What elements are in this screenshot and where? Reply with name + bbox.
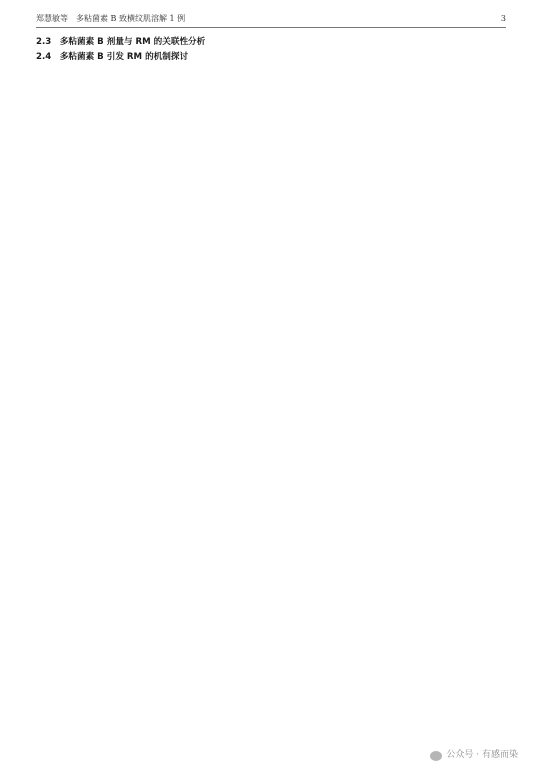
watermark-text: 公众号 · 有感而染	[446, 750, 518, 760]
watermark	[430, 749, 518, 762]
running-header-title: 郑慧敏等 多粘菌素 B 致横纹肌溶解 1 例	[36, 14, 186, 23]
running-header	[36, 12, 506, 28]
section-heading-2-3: 2.3 多粘菌素 B 剂量与 RM 的关联性分析	[36, 37, 206, 47]
section-heading-2-4: 2.4 多粘菌素 B 引发 RM 的机制探讨	[36, 52, 189, 62]
page-number: 3	[500, 14, 506, 23]
article-body	[36, 34, 506, 65]
wechat-icon	[430, 751, 442, 761]
